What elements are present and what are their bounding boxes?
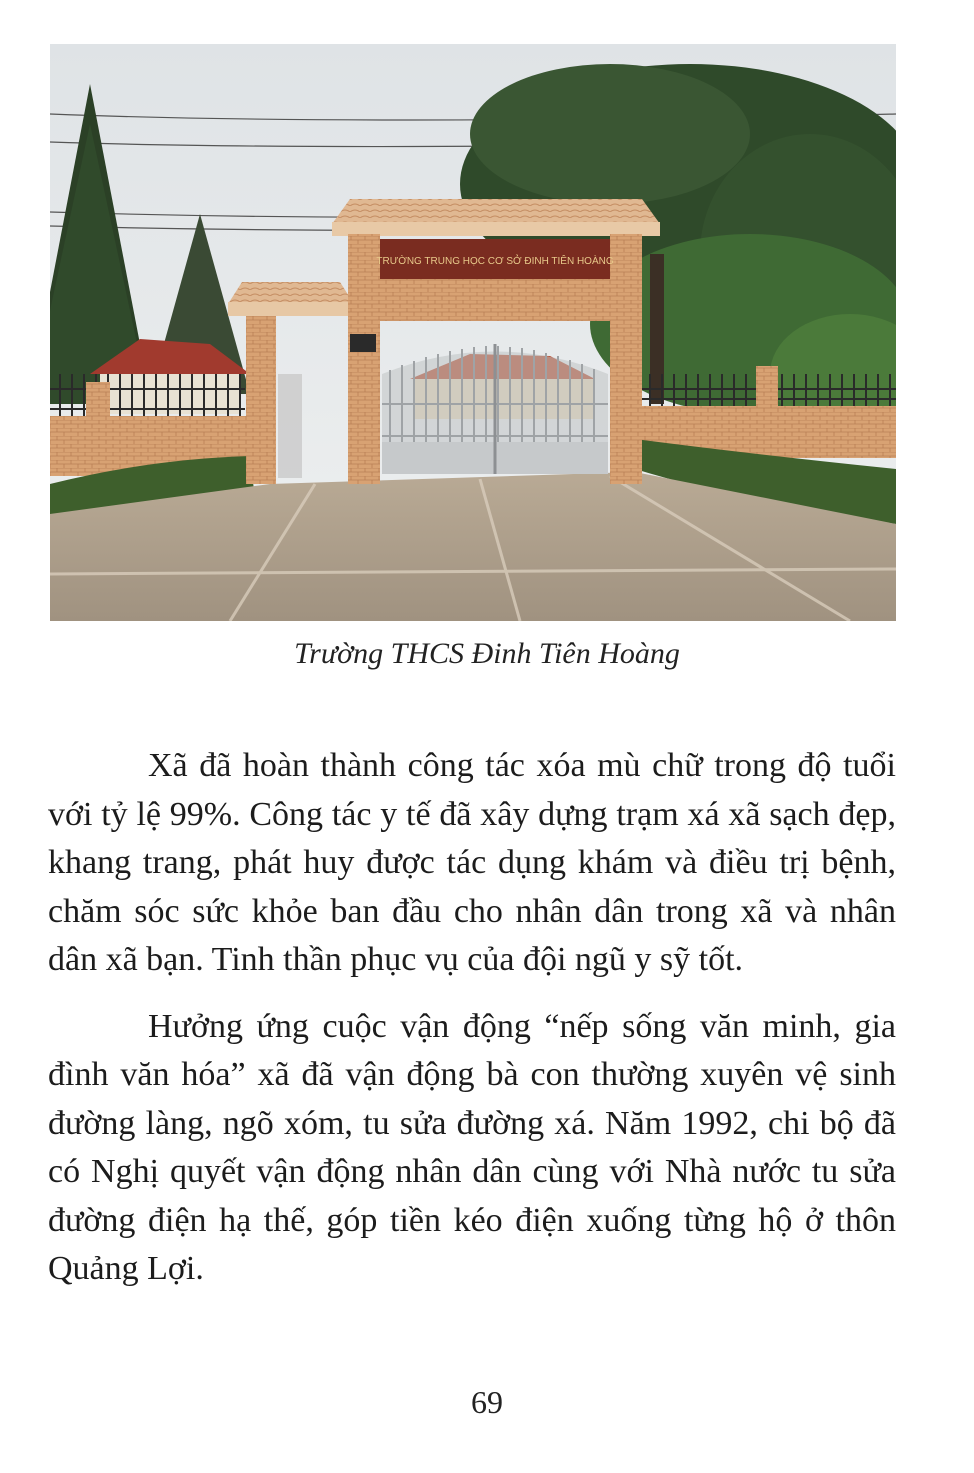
paragraph: Hưởng ứng cuộc vận động “nếp sống văn minh, gia đình văn hóa” xã đã vận động bà con thường xuyên vệ sinh đường làng, ngõ xóm, tu sửa đường xá. Năm 1992, chi bộ đã có Nghị quyết vận động nhân dân cùng với Nhà nước tu sửa đường điện hạ thế, góp tiền kéo điện xuống từng hộ ở thôn Quảng Lợi. <box>48 1007 896 1287</box>
body-text <box>48 742 896 1312</box>
photo-caption: Trường THCS Đinh Tiên Hoàng <box>294 637 680 670</box>
gate-sign-text: TRƯỜNG TRUNG HỌC CƠ SỞ ĐINH TIÊN HOÀNG <box>376 256 614 267</box>
page-number: 69 <box>471 1384 503 1420</box>
paragraph: Xã đã hoàn thành công tác xóa mù chữ trong độ tuổi với tỷ lệ 99%. Công tác y tế đã xây dựng trạm xá xã sạch đẹp, khang trang, phát huy được tác dụng khám và điều trị bệnh, chăm sóc sức khỏe ban đầu cho nhân dân trong xã và nhân dân xã bạn. Tinh thần phục vụ của đội ngũ y sỹ tốt. <box>48 747 896 978</box>
school-gate-photo <box>50 44 896 621</box>
